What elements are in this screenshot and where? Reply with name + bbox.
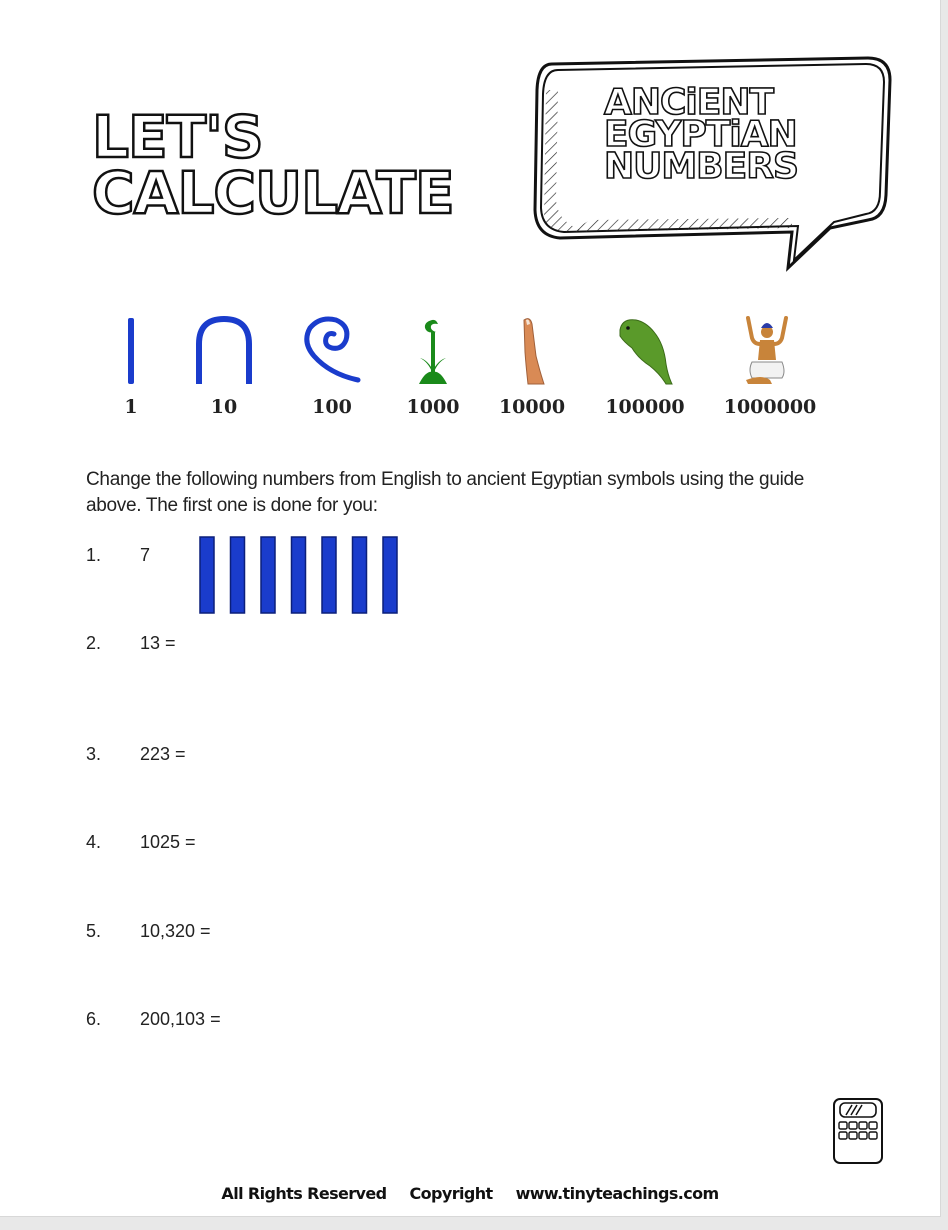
question-4-text: 1025 = <box>140 832 196 852</box>
question-6-number: 6. <box>86 1009 102 1029</box>
bubble-line-3: NUMBERS <box>604 146 798 187</box>
stroke-mark <box>383 537 397 613</box>
question-2-number: 2. <box>86 633 102 653</box>
heel-bone-icon <box>192 316 256 386</box>
stroke-mark <box>353 537 367 613</box>
question-1-number: 1. <box>86 545 102 565</box>
bubble-line-2: EGYPTiAN <box>604 114 797 155</box>
stroke-mark <box>231 537 245 613</box>
instructions-text: Change the following numbers from English to ancient Egyptian symbols using the guide above. The first one is done for you: <box>86 469 805 516</box>
coiled-rope-icon <box>300 314 364 386</box>
calculator-icon <box>832 1097 884 1165</box>
guide-label-100: 100 <box>312 396 352 418</box>
question-1-text: 7 <box>140 545 151 565</box>
heh-god-icon <box>742 314 792 386</box>
footer-rights: All Rights Reserved <box>221 1184 387 1203</box>
question-3-number: 3. <box>86 744 102 764</box>
bubble-line-1: ANCiENT <box>604 82 774 123</box>
question-5-text: 10,320 = <box>140 921 211 941</box>
stroke-mark <box>322 537 336 613</box>
question-4-number: 4. <box>86 832 102 852</box>
guide-label-1: 1 <box>124 396 138 418</box>
tadpole-icon <box>614 314 676 386</box>
guide-label-10000: 10000 <box>498 396 566 418</box>
footer-website-link[interactable]: www.tinyteachings.com <box>515 1184 719 1203</box>
guide-label-100000: 100000 <box>605 396 685 418</box>
finger-icon <box>516 316 548 386</box>
stroke-mark <box>261 537 275 613</box>
stroke-mark <box>200 537 214 613</box>
title-line-1: LET'S <box>92 103 263 171</box>
guide-label-1000: 1000 <box>406 396 460 418</box>
footer <box>0 1184 940 1203</box>
lotus-icon <box>416 316 450 386</box>
question-2-text: 13 = <box>140 633 176 653</box>
question-3-text: 223 = <box>140 744 186 764</box>
guide-label-10: 10 <box>210 396 238 418</box>
guide-label-1000000: 1000000 <box>723 396 817 418</box>
example-answer-strokes <box>198 536 404 614</box>
stroke-mark <box>292 537 306 613</box>
title-line-2: CALCULATE <box>92 159 454 227</box>
question-6-text: 200,103 = <box>140 1009 221 1029</box>
footer-copyright: Copyright <box>409 1184 493 1203</box>
stroke-icon <box>124 316 138 386</box>
question-5-number: 5. <box>86 921 102 941</box>
